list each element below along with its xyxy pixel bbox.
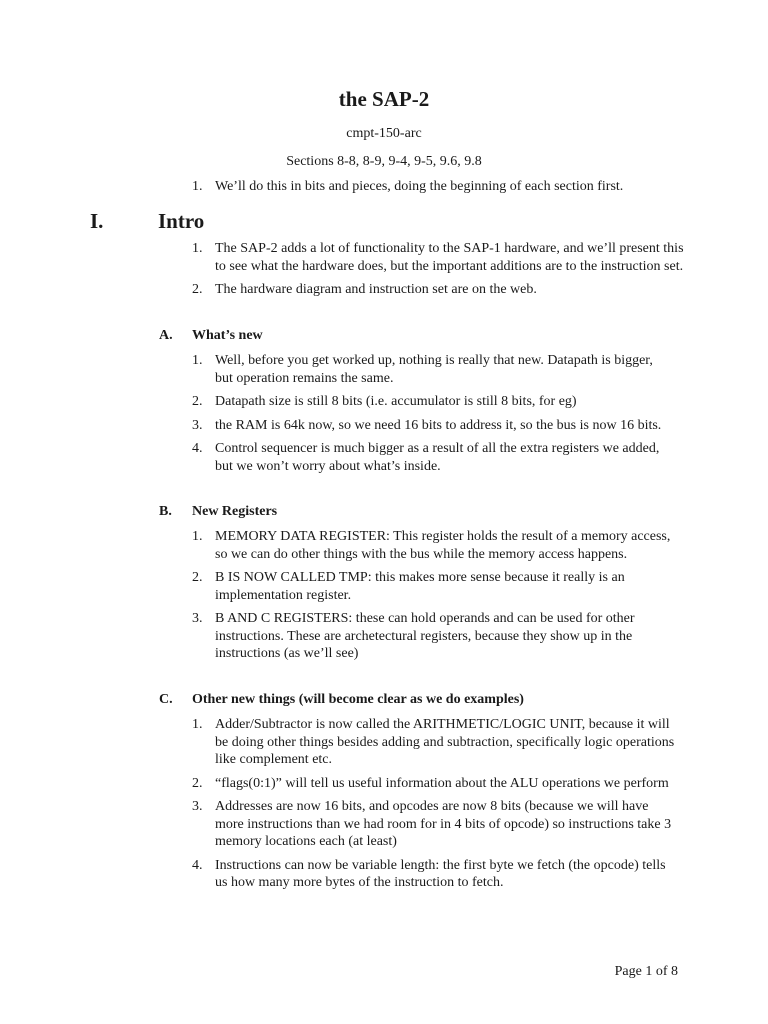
subsection-c-list: [192, 716, 677, 898]
subsection-b-list: [192, 528, 674, 669]
section-numeral: I.: [90, 209, 104, 233]
sections-reference: Sections 8-8, 8-9, 9-4, 9-5, 9.6, 9.8: [286, 154, 482, 169]
list-item: 1. Well, before you get worked up, nothing is really that new. Datapath is bigger, but operation remains the same.: [192, 353, 653, 386]
list-item: 3. the RAM is 64k now, so we need 16 bits to address it, so the bus is now 16 bits.: [192, 417, 662, 433]
list-item: 1. Adder/Subtractor is now called the ARITHMETIC/LOGIC UNIT, because it will be doing other things besides adding and subtraction, specifically logic operations like complement etc.: [192, 717, 675, 767]
list-item: 1. We’ll do this in bits and pieces, doing the beginning of each section first.: [192, 179, 624, 194]
page-title: the SAP-2: [338, 87, 430, 111]
list-item: 1. The SAP-2 adds a lot of functionality to the SAP-1 hardware, and we’ll present this to see what the hardware does, but the important additions are to the instruction set.: [192, 241, 684, 274]
intro-items-list: [192, 240, 687, 305]
page-number: Page 1 of 8: [614, 964, 678, 979]
list-item: 4. Control sequencer is much bigger as a result of all the extra registers we added, but we won’t worry about what’s inside.: [192, 441, 660, 474]
section-title: Intro: [158, 209, 205, 233]
list-item: 2. “flags(0:1)” will tell us useful information about the ALU operations we perform: [192, 775, 669, 791]
list-item: 3. Addresses are now 16 bits, and opcodes are now 8 bits (because we will have more instructions than we had room for in 4 bits of opcode) so instructions take 3 memory locations each (at least): [192, 799, 672, 849]
subsection-a-list: [192, 352, 674, 481]
list-item: 4. Instructions can now be variable length: the first byte we fetch (the opcode) tells us how many more bytes of the instruction to fetch.: [192, 857, 666, 890]
list-item: 2. B IS NOW CALLED TMP: this makes more sense because it really is an implementation register.: [192, 570, 625, 603]
document-page: the SAP-2 cmpt-150-arc Sections 8-8, 8-9, 9-4, 9-5, 9.6, 9.8 1. We’ll do this in bits and pieces, doing the beginning of each section first. I. Intro 1. The SAP-2 adds a lot of functionality to the SAP-1 hardware, and we’ll present this to see what the hardware does, but the important additions are to the instruction set. 2. The hardware diagram and instruction set are on the web. A. What’s new 1. Well, before you get worked up, nothing is really that new. Datapath is bigger, but operation remains the same. 2. Datapath size is still 8 bits (i.e. accumulator is still 8 bits, for eg) 3. the RAM is 64k now, so we need 16 bits to address it, so the bus is now 16 bits. 4. Control sequencer is much bigger as a result of all the extra registers we added, but we won’t worry about what’s inside. B. New Registers 1. MEMORY DATA REGISTER: This register holds the result of a memory access, so we can do other things with the bus while the memory access happens. 2. B IS NOW CALLED TMP: this makes more sense because it really is an implementation register. 3. B AND C REGISTERS: these can hold operands and can be used for other instructions. These are archetectural registers, because they show up in the instructions (as we’ll see) C. Other new things (will become clear as we do examples) 1. Adder/Subtractor is now called the ARITHMETIC/LOGIC UNIT, because it will be doing other things besides adding and subtraction, specifically logic operations like complement etc. 2. “flags(0:1)” will tell us useful information about the ALU operations we perform 3. Addresses are now 16 bits, and opcodes are now 8 bits (because we will have more instructions than we had room for in 4 bits of opcode) so instructions take 3 memory locations each (at least) 4. Instructions can now be variable length: the first byte we fetch (the opcode) tells us how many more bytes of the instruction to fetch. Page 1 of 8: [0, 0, 768, 1024]
page-subtitle: cmpt-150-arc: [346, 126, 422, 141]
list-item: 1. MEMORY DATA REGISTER: This register holds the result of a memory access, so we can do other things with the bus while the memory access happens.: [192, 529, 671, 562]
list-item: 2. The hardware diagram and instruction set are on the web.: [192, 282, 537, 297]
list-item: 2. Datapath size is still 8 bits (i.e. accumulator is still 8 bits, for eg): [192, 394, 577, 409]
intro-list: [192, 178, 692, 202]
list-item: 3. B AND C REGISTERS: these can hold operands and can be used for other instructions. These are archetectural registers, because they show up in the instructions (as we’ll see): [192, 611, 635, 661]
